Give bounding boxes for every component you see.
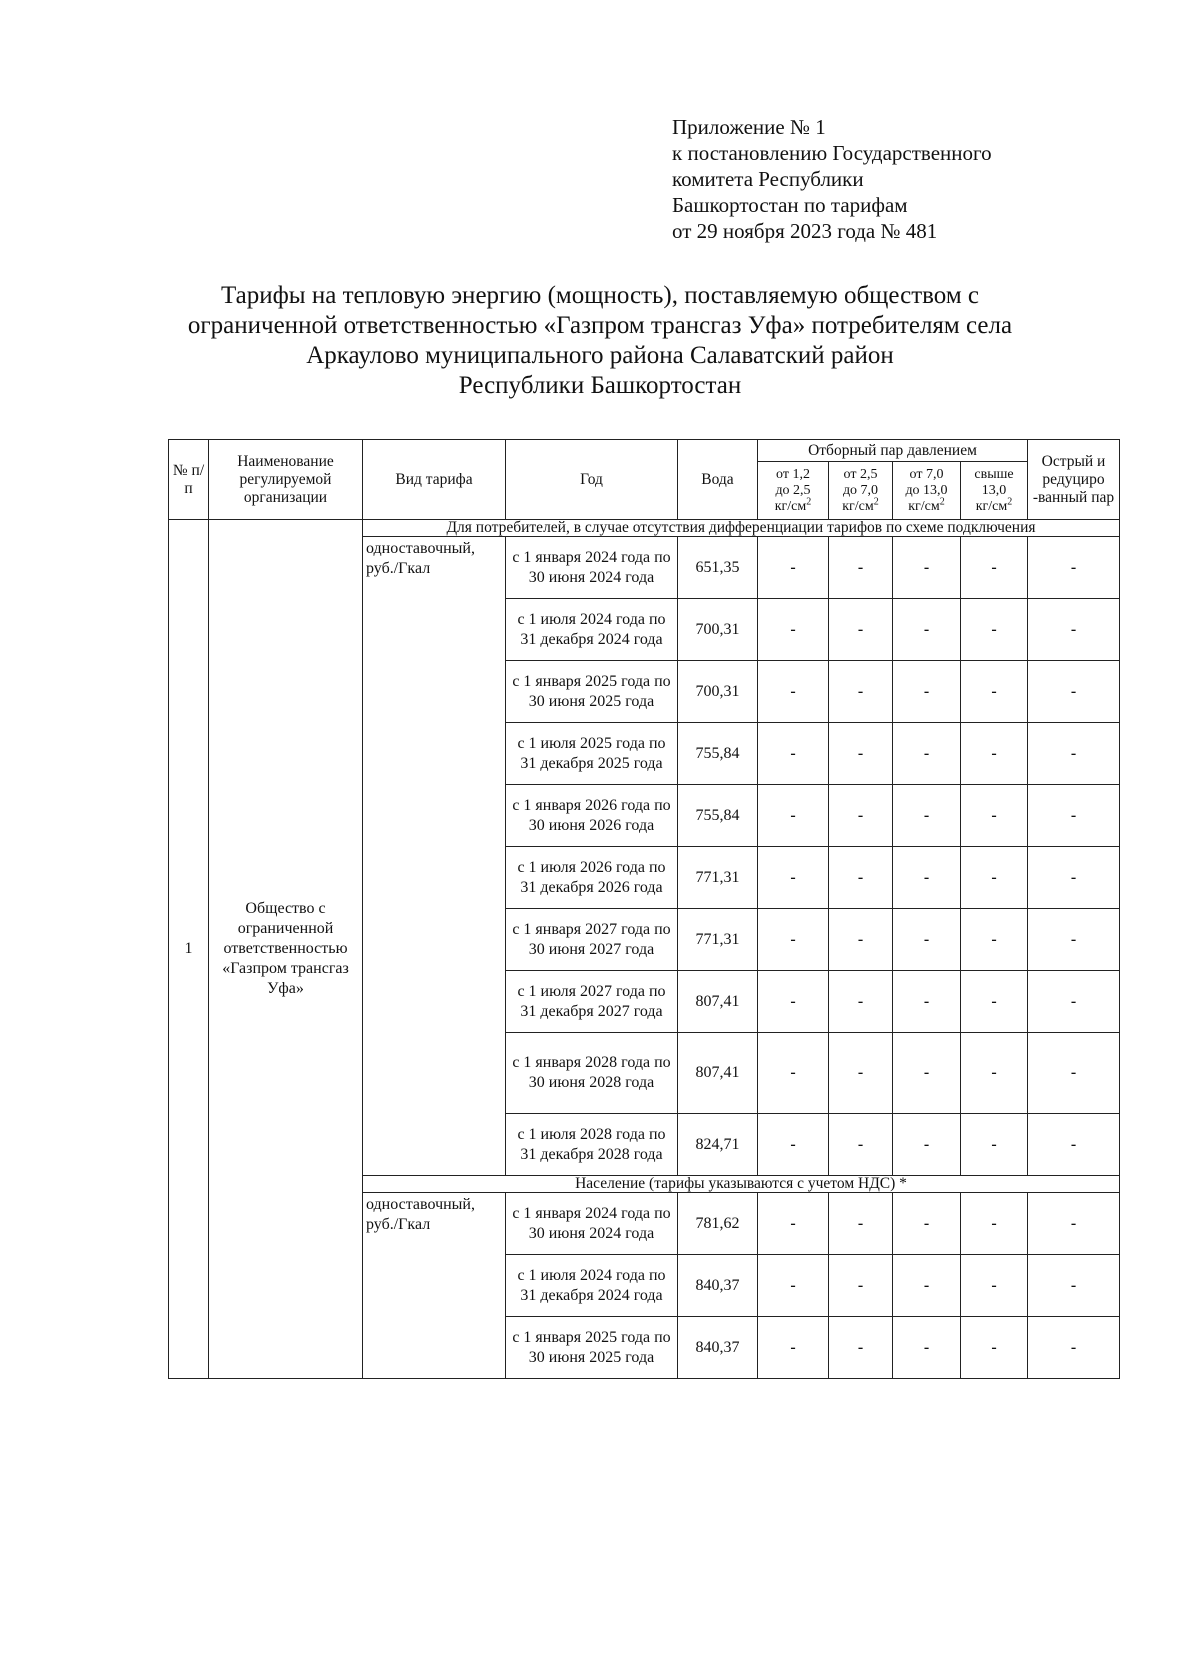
appendix-line: Приложение № 1 bbox=[672, 115, 826, 139]
sharp-steam-tariff-cell: - bbox=[1028, 1317, 1120, 1379]
steam-tariff-cell: - bbox=[893, 1114, 961, 1176]
steam-tariff-cell: - bbox=[893, 723, 961, 785]
steam-tariff-cell: - bbox=[758, 723, 829, 785]
period-cell: с 1 июля 2025 года по 31 декабря 2025 года bbox=[506, 723, 678, 785]
steam-tariff-cell: - bbox=[893, 599, 961, 661]
steam-tariff-cell: - bbox=[829, 537, 893, 599]
water-tariff-cell: 651,35 bbox=[678, 537, 758, 599]
steam-tariff-cell: - bbox=[961, 1255, 1028, 1317]
header-steam-1: от 1,2 до 2,5 $кг/см^2$ bbox=[758, 462, 829, 520]
appendix-line: Башкортостан по тарифам bbox=[672, 193, 908, 217]
section-title: Для потребителей, в случае отсутствия дифференциации тарифов по схеме подключения bbox=[363, 520, 1120, 537]
period-cell: с 1 января 2024 года по 30 июня 2024 года bbox=[506, 1193, 678, 1255]
water-tariff-cell: 807,41 bbox=[678, 1033, 758, 1114]
steam-tariff-cell: - bbox=[961, 909, 1028, 971]
appendix-line: к постановлению Государственного bbox=[672, 141, 992, 165]
appendix-line: от 29 ноября 2023 года № 481 bbox=[672, 219, 938, 243]
water-tariff-cell: 781,62 bbox=[678, 1193, 758, 1255]
steam-tariff-cell: - bbox=[758, 599, 829, 661]
steam-tariff-cell: - bbox=[829, 1114, 893, 1176]
steam-tariff-cell: - bbox=[829, 661, 893, 723]
period-cell: с 1 июля 2027 года по 31 декабря 2027 года bbox=[506, 971, 678, 1033]
sharp-steam-tariff-cell: - bbox=[1028, 723, 1120, 785]
steam-tariff-cell: - bbox=[758, 847, 829, 909]
steam-tariff-cell: - bbox=[829, 971, 893, 1033]
steam-tariff-cell: - bbox=[829, 723, 893, 785]
steam-tariff-cell: - bbox=[758, 537, 829, 599]
steam-tariff-cell: - bbox=[758, 661, 829, 723]
steam-tariff-cell: - bbox=[758, 1255, 829, 1317]
steam-tariff-cell: - bbox=[829, 1033, 893, 1114]
steam-tariff-cell: - bbox=[893, 661, 961, 723]
steam-tariff-cell: - bbox=[893, 537, 961, 599]
header-tariff-type: Вид тарифа bbox=[363, 440, 506, 520]
steam-tariff-cell: - bbox=[893, 847, 961, 909]
water-tariff-cell: 824,71 bbox=[678, 1114, 758, 1176]
steam-tariff-cell: - bbox=[961, 723, 1028, 785]
period-cell: с 1 июля 2026 года по 31 декабря 2026 года bbox=[506, 847, 678, 909]
steam-tariff-cell: - bbox=[893, 1033, 961, 1114]
steam-tariff-cell: - bbox=[758, 1033, 829, 1114]
period-cell: с 1 января 2024 года по 30 июня 2024 года bbox=[506, 537, 678, 599]
steam-tariff-cell: - bbox=[893, 785, 961, 847]
header-steam-2: от 2,5 до 7,0 $кг/см^2$ bbox=[829, 462, 893, 520]
document-title bbox=[140, 281, 1060, 401]
steam-tariff-cell: - bbox=[829, 909, 893, 971]
steam-tariff-cell: - bbox=[961, 661, 1028, 723]
title-line: Тарифы на тепловую энергию (мощность), поставляемую обществом с bbox=[220, 282, 979, 309]
steam-tariff-cell: - bbox=[758, 971, 829, 1033]
steam-tariff-cell: - bbox=[961, 1193, 1028, 1255]
title-line: Республики Башкортостан bbox=[458, 372, 742, 399]
header-num: № п/п bbox=[169, 440, 209, 520]
steam-tariff-cell: - bbox=[961, 971, 1028, 1033]
period-cell: с 1 января 2027 года по 30 июня 2027 года bbox=[506, 909, 678, 971]
steam-tariff-cell: - bbox=[961, 847, 1028, 909]
sharp-steam-tariff-cell: - bbox=[1028, 1114, 1120, 1176]
header-steam-3: от 7,0 до 13,0 $кг/см^2$ bbox=[893, 462, 961, 520]
steam-tariff-cell: - bbox=[961, 1114, 1028, 1176]
header-steam-4: свыше 13,0 $кг/см^2$ bbox=[961, 462, 1028, 520]
water-tariff-cell: 755,84 bbox=[678, 785, 758, 847]
water-tariff-cell: 807,41 bbox=[678, 971, 758, 1033]
steam-tariff-cell: - bbox=[961, 599, 1028, 661]
sharp-steam-tariff-cell: - bbox=[1028, 1193, 1120, 1255]
period-cell: с 1 июля 2028 года по 31 декабря 2028 года bbox=[506, 1114, 678, 1176]
appendix-block bbox=[672, 114, 992, 244]
sharp-steam-tariff-cell: - bbox=[1028, 1255, 1120, 1317]
steam-tariff-cell: - bbox=[893, 1317, 961, 1379]
steam-tariff-cell: - bbox=[829, 847, 893, 909]
steam-tariff-cell: - bbox=[829, 599, 893, 661]
steam-tariff-cell: - bbox=[758, 909, 829, 971]
steam-tariff-cell: - bbox=[893, 909, 961, 971]
header-org: Наименование регулируемой организации bbox=[209, 440, 363, 520]
sharp-steam-tariff-cell: - bbox=[1028, 599, 1120, 661]
tariff-type: одноставочный, руб./Гкал bbox=[363, 1193, 506, 1379]
water-tariff-cell: 700,31 bbox=[678, 599, 758, 661]
period-cell: с 1 января 2025 года по 30 июня 2025 года bbox=[506, 661, 678, 723]
section-title: Население (тарифы указываются с учетом НДС) * bbox=[363, 1176, 1120, 1193]
steam-tariff-cell: - bbox=[829, 1255, 893, 1317]
steam-tariff-cell: - bbox=[893, 1255, 961, 1317]
header-steam-group: Отборный пар давлением bbox=[758, 440, 1028, 462]
steam-tariff-cell: - bbox=[829, 1193, 893, 1255]
steam-tariff-cell: - bbox=[893, 1193, 961, 1255]
water-tariff-cell: 771,31 bbox=[678, 909, 758, 971]
sharp-steam-tariff-cell: - bbox=[1028, 971, 1120, 1033]
steam-tariff-cell: - bbox=[758, 1193, 829, 1255]
steam-tariff-cell: - bbox=[893, 971, 961, 1033]
sharp-steam-tariff-cell: - bbox=[1028, 909, 1120, 971]
steam-tariff-cell: - bbox=[758, 1317, 829, 1379]
sharp-steam-tariff-cell: - bbox=[1028, 537, 1120, 599]
tariff-table bbox=[168, 439, 1120, 1379]
water-tariff-cell: 840,37 bbox=[678, 1255, 758, 1317]
water-tariff-cell: 771,31 bbox=[678, 847, 758, 909]
steam-tariff-cell: - bbox=[829, 785, 893, 847]
period-cell: с 1 января 2028 года по 30 июня 2028 года bbox=[506, 1033, 678, 1114]
period-cell: с 1 января 2026 года по 30 июня 2026 года bbox=[506, 785, 678, 847]
title-line: Аркаулово муниципального района Салаватский район bbox=[306, 342, 894, 369]
appendix-line: комитета Республики bbox=[672, 167, 864, 191]
steam-tariff-cell: - bbox=[829, 1317, 893, 1379]
header-sharp-steam: Острый и редуциро -ванный пар bbox=[1028, 440, 1120, 520]
sharp-steam-tariff-cell: - bbox=[1028, 847, 1120, 909]
steam-tariff-cell: - bbox=[961, 1033, 1028, 1114]
header-water: Вода bbox=[678, 440, 758, 520]
row-number: 1 bbox=[169, 520, 209, 1379]
steam-tariff-cell: - bbox=[758, 1114, 829, 1176]
steam-tariff-cell: - bbox=[758, 785, 829, 847]
tariff-type: одноставочный, руб./Гкал bbox=[363, 537, 506, 1176]
title-line: ограниченной ответственностью «Газпром трансгаз Уфа» потребителям села bbox=[187, 312, 1013, 339]
steam-tariff-cell: - bbox=[961, 537, 1028, 599]
period-cell: с 1 июля 2024 года по 31 декабря 2024 года bbox=[506, 599, 678, 661]
period-cell: с 1 июля 2024 года по 31 декабря 2024 года bbox=[506, 1255, 678, 1317]
header-year: Год bbox=[506, 440, 678, 520]
sharp-steam-tariff-cell: - bbox=[1028, 785, 1120, 847]
steam-tariff-cell: - bbox=[961, 1317, 1028, 1379]
steam-tariff-cell: - bbox=[961, 785, 1028, 847]
sharp-steam-tariff-cell: - bbox=[1028, 661, 1120, 723]
organization-name: Общество с ограниченной ответственностью «Газпром трансгаз Уфа» bbox=[209, 520, 363, 1379]
water-tariff-cell: 700,31 bbox=[678, 661, 758, 723]
water-tariff-cell: 840,37 bbox=[678, 1317, 758, 1379]
water-tariff-cell: 755,84 bbox=[678, 723, 758, 785]
sharp-steam-tariff-cell: - bbox=[1028, 1033, 1120, 1114]
period-cell: с 1 января 2025 года по 30 июня 2025 года bbox=[506, 1317, 678, 1379]
